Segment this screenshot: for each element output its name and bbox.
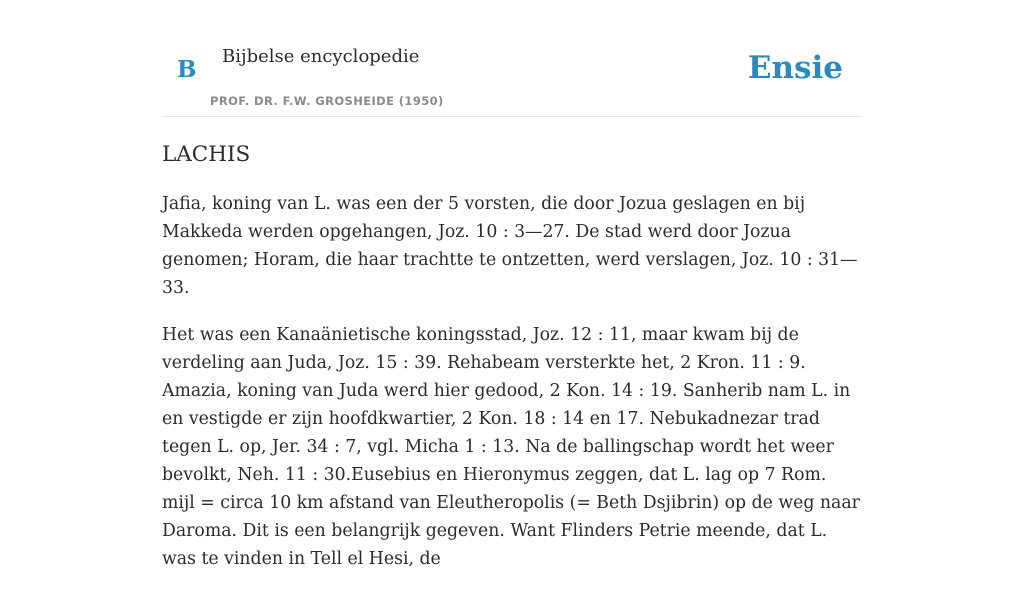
entry-content xyxy=(162,140,862,592)
ensie-logo[interactable]: Ensie xyxy=(747,50,843,86)
entry-paragraph: Jafia, koning van L. was een der 5 vorsten, die door Jozua geslagen en bij Makkeda werden opgehangen, Joz. 10 : 3—27. De stad werd door Jozua genomen; Horam, die haar trachtte te ontzetten, werd verslagen, Joz. 10 : 31—33. xyxy=(162,194,858,298)
entry-title: LACHIS xyxy=(162,142,251,167)
book-author: PROF. DR. F.W. GROSHEIDE (1950) xyxy=(210,94,444,108)
book-letter-icon: B xyxy=(177,56,197,83)
book-title[interactable]: Bijbelse encyclopedie xyxy=(222,46,420,67)
book-header xyxy=(162,0,862,117)
entry-paragraph: Het was een Kanaänietische koningsstad, Joz. 12 : 11, maar kwam bij de verdeling aan Juda, Joz. 15 : 39. Rehabeam versterkte het, 2 Kron. 11 : 9. Amazia, koning van Juda werd hier gedood, 2 Kon. 14 : 19. Sanherib nam L. in en vestigde er zijn hoofdkwartier, 2 Kon. 18 : 14 en 17. Nebukadnezar trad tegen L. op, Jer. 34 : 7, vgl. Micha 1 : 13. Na de ballingschap wordt het weer bevolkt, Neh. 11 : 30.Eusebius en Hieronymus zeggen, dat L. lag op 7 Rom. mijl = circa 10 km afstand van Eleutheropolis (= Beth Dsjibrin) op de weg naar Daroma. Dit is een belangrijk gegeven. Want Flinders Petrie meende, dat L. was te vinden in Tell el Hesi, de xyxy=(162,325,860,569)
